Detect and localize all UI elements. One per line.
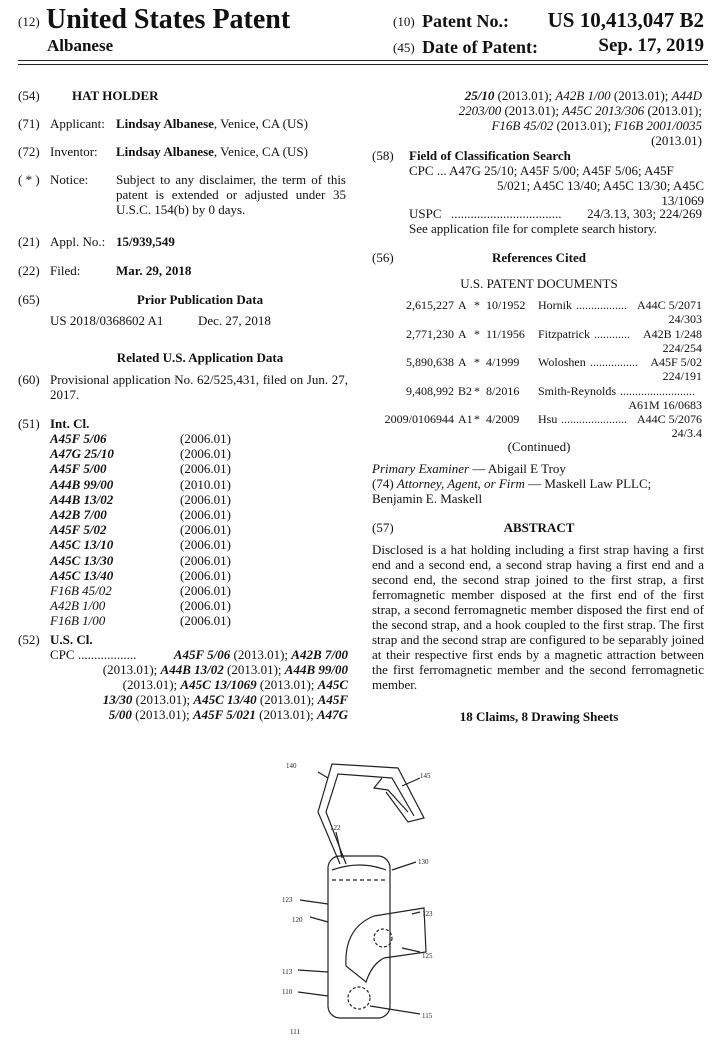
ref-number: 9,408,992 xyxy=(406,383,454,398)
field-heading: Field of Classification Search xyxy=(409,148,571,163)
examiner-sep: — xyxy=(469,461,488,476)
abstract-code: (57) xyxy=(372,520,394,535)
intcl-version: (2006.01) xyxy=(180,598,231,614)
intcl-version: (2006.01) xyxy=(180,567,231,583)
reference-row xyxy=(372,384,702,412)
strap-fold xyxy=(332,865,386,870)
intcl-code-value: A45F 5/02 xyxy=(50,522,107,538)
abstract-text: Disclosed is a hat holding including a first strap having a first end and a second end, a second strap having a first end and a second end, the second strap joined to the first strap, a first ferromagnetic member disposed at the first end of the first strap, a second ferromagnetic member disposed the first end of the second strap, and a hook coupled to the first strap. The first strap and the second strap are configured to be separably joined at their respective first ends by a magnetic attraction between the first ferromagnetic member and the second ferromagnetic member. xyxy=(372,542,704,692)
classification-code: A45C 13/1069 xyxy=(180,677,257,692)
ref-date: 4/1999 xyxy=(486,355,520,369)
filed-label: Filed: xyxy=(50,263,81,278)
intcl-version: (2006.01) xyxy=(180,431,231,446)
classification-code: F16B 45/02 xyxy=(491,118,554,133)
ref-number: 5,890,638 xyxy=(406,355,454,369)
reference-row xyxy=(372,412,702,440)
classification-code: F16B 2001/0035 xyxy=(614,118,702,133)
ref-class-cont: 24/3.4 xyxy=(671,426,702,440)
classification-line xyxy=(372,118,702,133)
intcl-version: (2006.01) xyxy=(180,507,231,522)
patent-date: Sep. 17, 2019 xyxy=(598,35,704,56)
intcl-version: (2010.01) xyxy=(180,476,231,492)
intcl-version: (2006.01) xyxy=(180,522,231,538)
appl-code: (21) xyxy=(18,234,40,249)
attorney-label: Attorney, Agent, or Firm xyxy=(396,476,525,491)
label-122: 122 xyxy=(330,824,341,832)
intcl-row xyxy=(50,477,290,492)
intcl-version: (2006.01) xyxy=(180,552,231,568)
magnet-upper xyxy=(374,929,392,947)
cpc-label: CPC .................. xyxy=(50,647,137,662)
label-145: 145 xyxy=(420,772,431,780)
classification-text: (2013.01); xyxy=(230,647,292,662)
field-cpc-line: 13/1069 xyxy=(661,193,704,208)
label-125: 125 xyxy=(422,952,433,960)
reference-row xyxy=(372,355,702,383)
classification-code: A42B 1/00 xyxy=(555,88,611,103)
leader-125 xyxy=(402,948,420,952)
claims-summary: 18 Claims, 8 Drawing Sheets xyxy=(459,709,619,724)
classification-code: A44B 13/02 xyxy=(160,662,224,677)
ref-date: 4/2009 xyxy=(486,412,520,426)
intcl-row xyxy=(50,461,290,476)
intcl-code-value: A47G 25/10 xyxy=(50,446,114,462)
intcl-row xyxy=(50,598,290,613)
refs-subheading: U.S. PATENT DOCUMENTS xyxy=(460,276,618,291)
ref-name: Smith-Reynolds xyxy=(538,383,617,398)
classification-text: (2013.01); xyxy=(553,118,615,133)
ref-kind: A xyxy=(458,326,467,341)
ref-date: 11/1956 xyxy=(486,326,525,341)
notice-code: ( * ) xyxy=(18,172,40,187)
intcl-row xyxy=(50,446,290,461)
attorney xyxy=(372,476,651,491)
classification-line xyxy=(372,88,702,103)
inventor-surname: Albanese xyxy=(47,36,114,55)
leader-115 xyxy=(370,1006,420,1014)
ref-kind: A1 xyxy=(458,412,473,426)
leader-140 xyxy=(318,772,328,778)
intcl-code-value: A42B 1/00 xyxy=(50,598,106,614)
examiner-label: Primary Examiner xyxy=(372,461,470,476)
applicant-name: Lindsay Albanese xyxy=(116,116,214,131)
attorney-code: (74) xyxy=(372,476,394,491)
attorney-name: Benjamin E. Maskell xyxy=(372,491,483,506)
intcl-row xyxy=(50,537,290,552)
header-rule xyxy=(18,60,708,61)
ref-dots: ................ xyxy=(590,355,638,369)
intcl-code-value: A45C 13/10 xyxy=(50,537,114,553)
intcl-row xyxy=(50,583,290,598)
field-code: (58) xyxy=(372,148,394,163)
classification-text: (2013.01); xyxy=(501,103,563,118)
classification-code: A45C 2013/306 xyxy=(562,103,645,118)
classification-text: (2013.01); xyxy=(644,103,702,118)
classification-code: A45F 5/06 xyxy=(173,647,231,662)
label-123-right: 123 xyxy=(422,910,433,918)
classification-text: (2013.01); xyxy=(256,692,318,707)
classification-code: A45C xyxy=(317,677,348,692)
field-cpc-line: 5/021; A45C 13/40; A45C 13/30; A45C xyxy=(497,178,704,193)
classification-text: (2013.01) xyxy=(651,133,702,148)
applicant-location: , Venice, CA (US) xyxy=(213,116,308,131)
intcl-row xyxy=(50,553,290,568)
label-110: 110 xyxy=(282,988,293,996)
ref-star: * xyxy=(474,326,480,341)
intcl-row xyxy=(50,522,290,537)
intcl-code-value: A44B 13/02 xyxy=(50,491,114,507)
classification-text: (2013.01); xyxy=(132,692,194,707)
classification-text: (2013.01); xyxy=(131,707,193,722)
uspc-dots: .................................. xyxy=(451,206,562,221)
intcl-code-value: F16B 45/02 xyxy=(50,583,112,598)
field-see: See application file for complete search history. xyxy=(409,221,657,236)
patent-no-label: Patent No.: xyxy=(422,11,509,31)
prior-publication-date: Dec. 27, 2018 xyxy=(198,313,271,328)
ref-star: * xyxy=(474,298,480,312)
ref-kind: A xyxy=(458,298,467,312)
classification-line xyxy=(80,677,348,692)
ref-star: * xyxy=(474,412,480,426)
classification-text: (2013.01); xyxy=(223,662,285,677)
title-code: (54) xyxy=(18,88,40,103)
ref-class-cont: 24/303 xyxy=(668,312,702,326)
classification-text: (2013.01); xyxy=(256,677,318,692)
patent-no-code: (10) xyxy=(393,14,415,29)
leader-113 xyxy=(298,970,328,972)
classification-code: 5/00 xyxy=(108,707,132,722)
hook-tip xyxy=(374,778,408,812)
leader-123b xyxy=(412,912,420,914)
intcl-row xyxy=(50,568,290,583)
inventor-name: Lindsay Albanese xyxy=(116,144,214,159)
ref-dots: ......................... xyxy=(620,383,695,398)
leader-122 xyxy=(336,832,342,858)
refs-code: (56) xyxy=(372,250,394,265)
intcl-row xyxy=(50,613,290,628)
inventor-location: , Venice, CA (US) xyxy=(213,144,308,159)
appl-label: Appl. No.: xyxy=(50,234,106,249)
label-115: 115 xyxy=(422,1012,433,1020)
classification-code: 13/30 xyxy=(102,692,133,707)
intcl-code-value: A45C 13/40 xyxy=(50,567,114,583)
examiner-name: Abigail E Troy xyxy=(487,461,566,476)
ref-date: 8/2016 xyxy=(486,383,520,398)
applicant-label: Applicant: xyxy=(50,116,105,131)
ref-class-cont: 224/254 xyxy=(662,340,702,355)
inventor-label: Inventor: xyxy=(50,144,98,159)
date-code: (45) xyxy=(393,40,415,55)
refs-continued: (Continued) xyxy=(507,439,571,454)
classification-code: A45C 13/40 xyxy=(193,692,257,707)
label-123-left: 123 xyxy=(282,896,293,904)
uspc-label: USPC xyxy=(409,206,442,221)
provisional-code: (60) xyxy=(18,372,40,387)
leader-120 xyxy=(310,917,328,922)
doc-title: United States Patent xyxy=(46,4,291,35)
related-heading: Related U.S. Application Data xyxy=(116,350,284,365)
label-111: 111 xyxy=(290,1028,300,1036)
intcl-code: (51) xyxy=(18,416,40,431)
intcl-row xyxy=(50,492,290,507)
prior-code: (65) xyxy=(18,292,40,307)
prior-heading: Prior Publication Data xyxy=(136,292,264,307)
classification-code: 2203/00 xyxy=(458,103,502,118)
intcl-version: (2006.01) xyxy=(180,583,231,598)
reference-row xyxy=(372,298,702,326)
classification-text: (2013.01); xyxy=(122,677,181,692)
label-140: 140 xyxy=(286,762,297,770)
inventor xyxy=(116,144,308,159)
ref-class: A44C 5/2076 xyxy=(636,412,702,426)
ref-name: Fitzpatrick xyxy=(538,326,590,341)
intcl-version: (2006.01) xyxy=(180,491,231,507)
primary-examiner xyxy=(372,461,566,476)
applicant-code: (71) xyxy=(18,116,40,131)
second-strap xyxy=(346,908,426,982)
ref-name: Woloshen xyxy=(538,355,586,369)
label-113: 113 xyxy=(282,968,293,976)
provisional-text: Provisional application No. 62/525,431, filed on Jun. 27, 2017. xyxy=(50,372,348,402)
notice-label: Notice: xyxy=(50,172,89,187)
prior-publication: US 2018/0368602 A1 xyxy=(50,313,164,328)
ref-date: 10/1952 xyxy=(486,298,526,312)
ref-class: A44C 5/2071 xyxy=(636,298,702,312)
ref-class-cont: 224/191 xyxy=(662,369,702,383)
classification-line xyxy=(80,692,348,707)
leader-110 xyxy=(298,992,328,996)
refs-heading: References Cited xyxy=(492,250,586,265)
first-strap xyxy=(328,856,390,1018)
ref-kind: A xyxy=(458,355,467,369)
date-label: Date of Patent: xyxy=(422,37,538,57)
ref-dots: ................. xyxy=(576,298,627,312)
intcl-version: (2006.01) xyxy=(180,461,231,477)
ref-name: Hornik xyxy=(538,298,572,312)
classification-line xyxy=(80,647,348,662)
inventor-code: (72) xyxy=(18,144,40,159)
uscl-label: U.S. Cl. xyxy=(50,632,93,647)
ref-class-cont: A61M 16/0683 xyxy=(628,397,702,412)
attorney-firm: — Maskell Law PLLC; xyxy=(524,476,652,491)
ref-star: * xyxy=(474,355,480,369)
appl-number: 15/939,549 xyxy=(116,234,175,249)
intcl-row xyxy=(50,507,290,522)
filed-date: Mar. 29, 2018 xyxy=(116,263,192,278)
patent-number: US 10,413,047 B2 xyxy=(547,8,704,32)
ref-star: * xyxy=(474,383,480,398)
classification-line xyxy=(80,707,348,722)
intcl-code-value: A42B 7/00 xyxy=(50,507,107,522)
label-120: 120 xyxy=(292,916,303,924)
intcl-version: (2006.01) xyxy=(180,537,231,553)
ref-dots: ............ xyxy=(594,326,630,341)
label-130: 130 xyxy=(418,858,429,866)
classification-text: (2013.01); xyxy=(255,707,317,722)
classification-text: (2013.01); xyxy=(610,88,672,103)
classification-text: (2013.01); xyxy=(102,662,161,677)
classification-code: A44B 99/00 xyxy=(284,662,348,677)
doc-kind-code: (12) xyxy=(18,14,40,29)
ref-class: A45F 5/02 xyxy=(650,355,702,369)
intcl-version: (2006.01) xyxy=(180,446,231,462)
ref-dots: ...................... xyxy=(561,412,627,426)
ref-class: A42B 1/248 xyxy=(642,326,702,341)
classification-line xyxy=(372,103,702,118)
intcl-version: (2006.01) xyxy=(180,613,231,629)
magnet-lower xyxy=(348,987,370,1009)
ref-number: 2009/0106944 xyxy=(384,412,454,426)
hook-outer xyxy=(318,764,424,864)
ref-number: 2,615,227 xyxy=(406,298,454,312)
intcl-code-value: A45F 5/00 xyxy=(50,461,107,477)
classification-code: A47G xyxy=(316,707,348,722)
ref-kind: B2 xyxy=(458,383,473,398)
intcl-code-value: A44B 99/00 xyxy=(50,476,114,492)
notice-text: Subject to any disclaimer, the term of this patent is extended or adjusted under 35 U.S.C. 154(b) by 0 days. xyxy=(116,172,346,217)
reference-row xyxy=(372,327,702,355)
uspc-value: 24/3.13, 303; 224/269 xyxy=(587,206,702,221)
classification-text: (2013.01); xyxy=(494,88,556,103)
classification-line xyxy=(80,662,348,677)
applicant xyxy=(116,116,308,131)
intcl-label: Int. Cl. xyxy=(50,416,90,431)
abstract-heading: ABSTRACT xyxy=(503,520,575,535)
leader-130 xyxy=(392,862,416,870)
intcl-row xyxy=(50,431,290,446)
intcl-code-value: F16B 1/00 xyxy=(50,613,106,629)
field-cpc-line: CPC ... A47G 25/10; A45F 5/00; A45F 5/06; A45F xyxy=(409,163,674,178)
classification-line xyxy=(372,133,702,148)
classification-code: A45F 5/021 xyxy=(192,707,256,722)
uscl-code: (52) xyxy=(18,632,40,647)
ref-number: 2,771,230 xyxy=(406,326,454,341)
hook-inner xyxy=(326,774,414,864)
classification-code: 25/10 xyxy=(464,88,495,103)
patent-title: HAT HOLDER xyxy=(72,88,159,103)
header-rule-2 xyxy=(18,64,708,65)
intcl-code-value: A45C 13/30 xyxy=(50,552,114,568)
leader-123a xyxy=(300,900,328,904)
classification-code: A45F xyxy=(317,692,348,707)
filed-code: (22) xyxy=(18,263,40,278)
ref-name: Hsu xyxy=(538,412,558,426)
classification-code: A44D xyxy=(671,88,702,103)
classification-code: A42B 7/00 xyxy=(291,647,348,662)
hat-holder-drawing xyxy=(270,752,460,1037)
intcl-code-value: A45F 5/06 xyxy=(50,431,107,446)
